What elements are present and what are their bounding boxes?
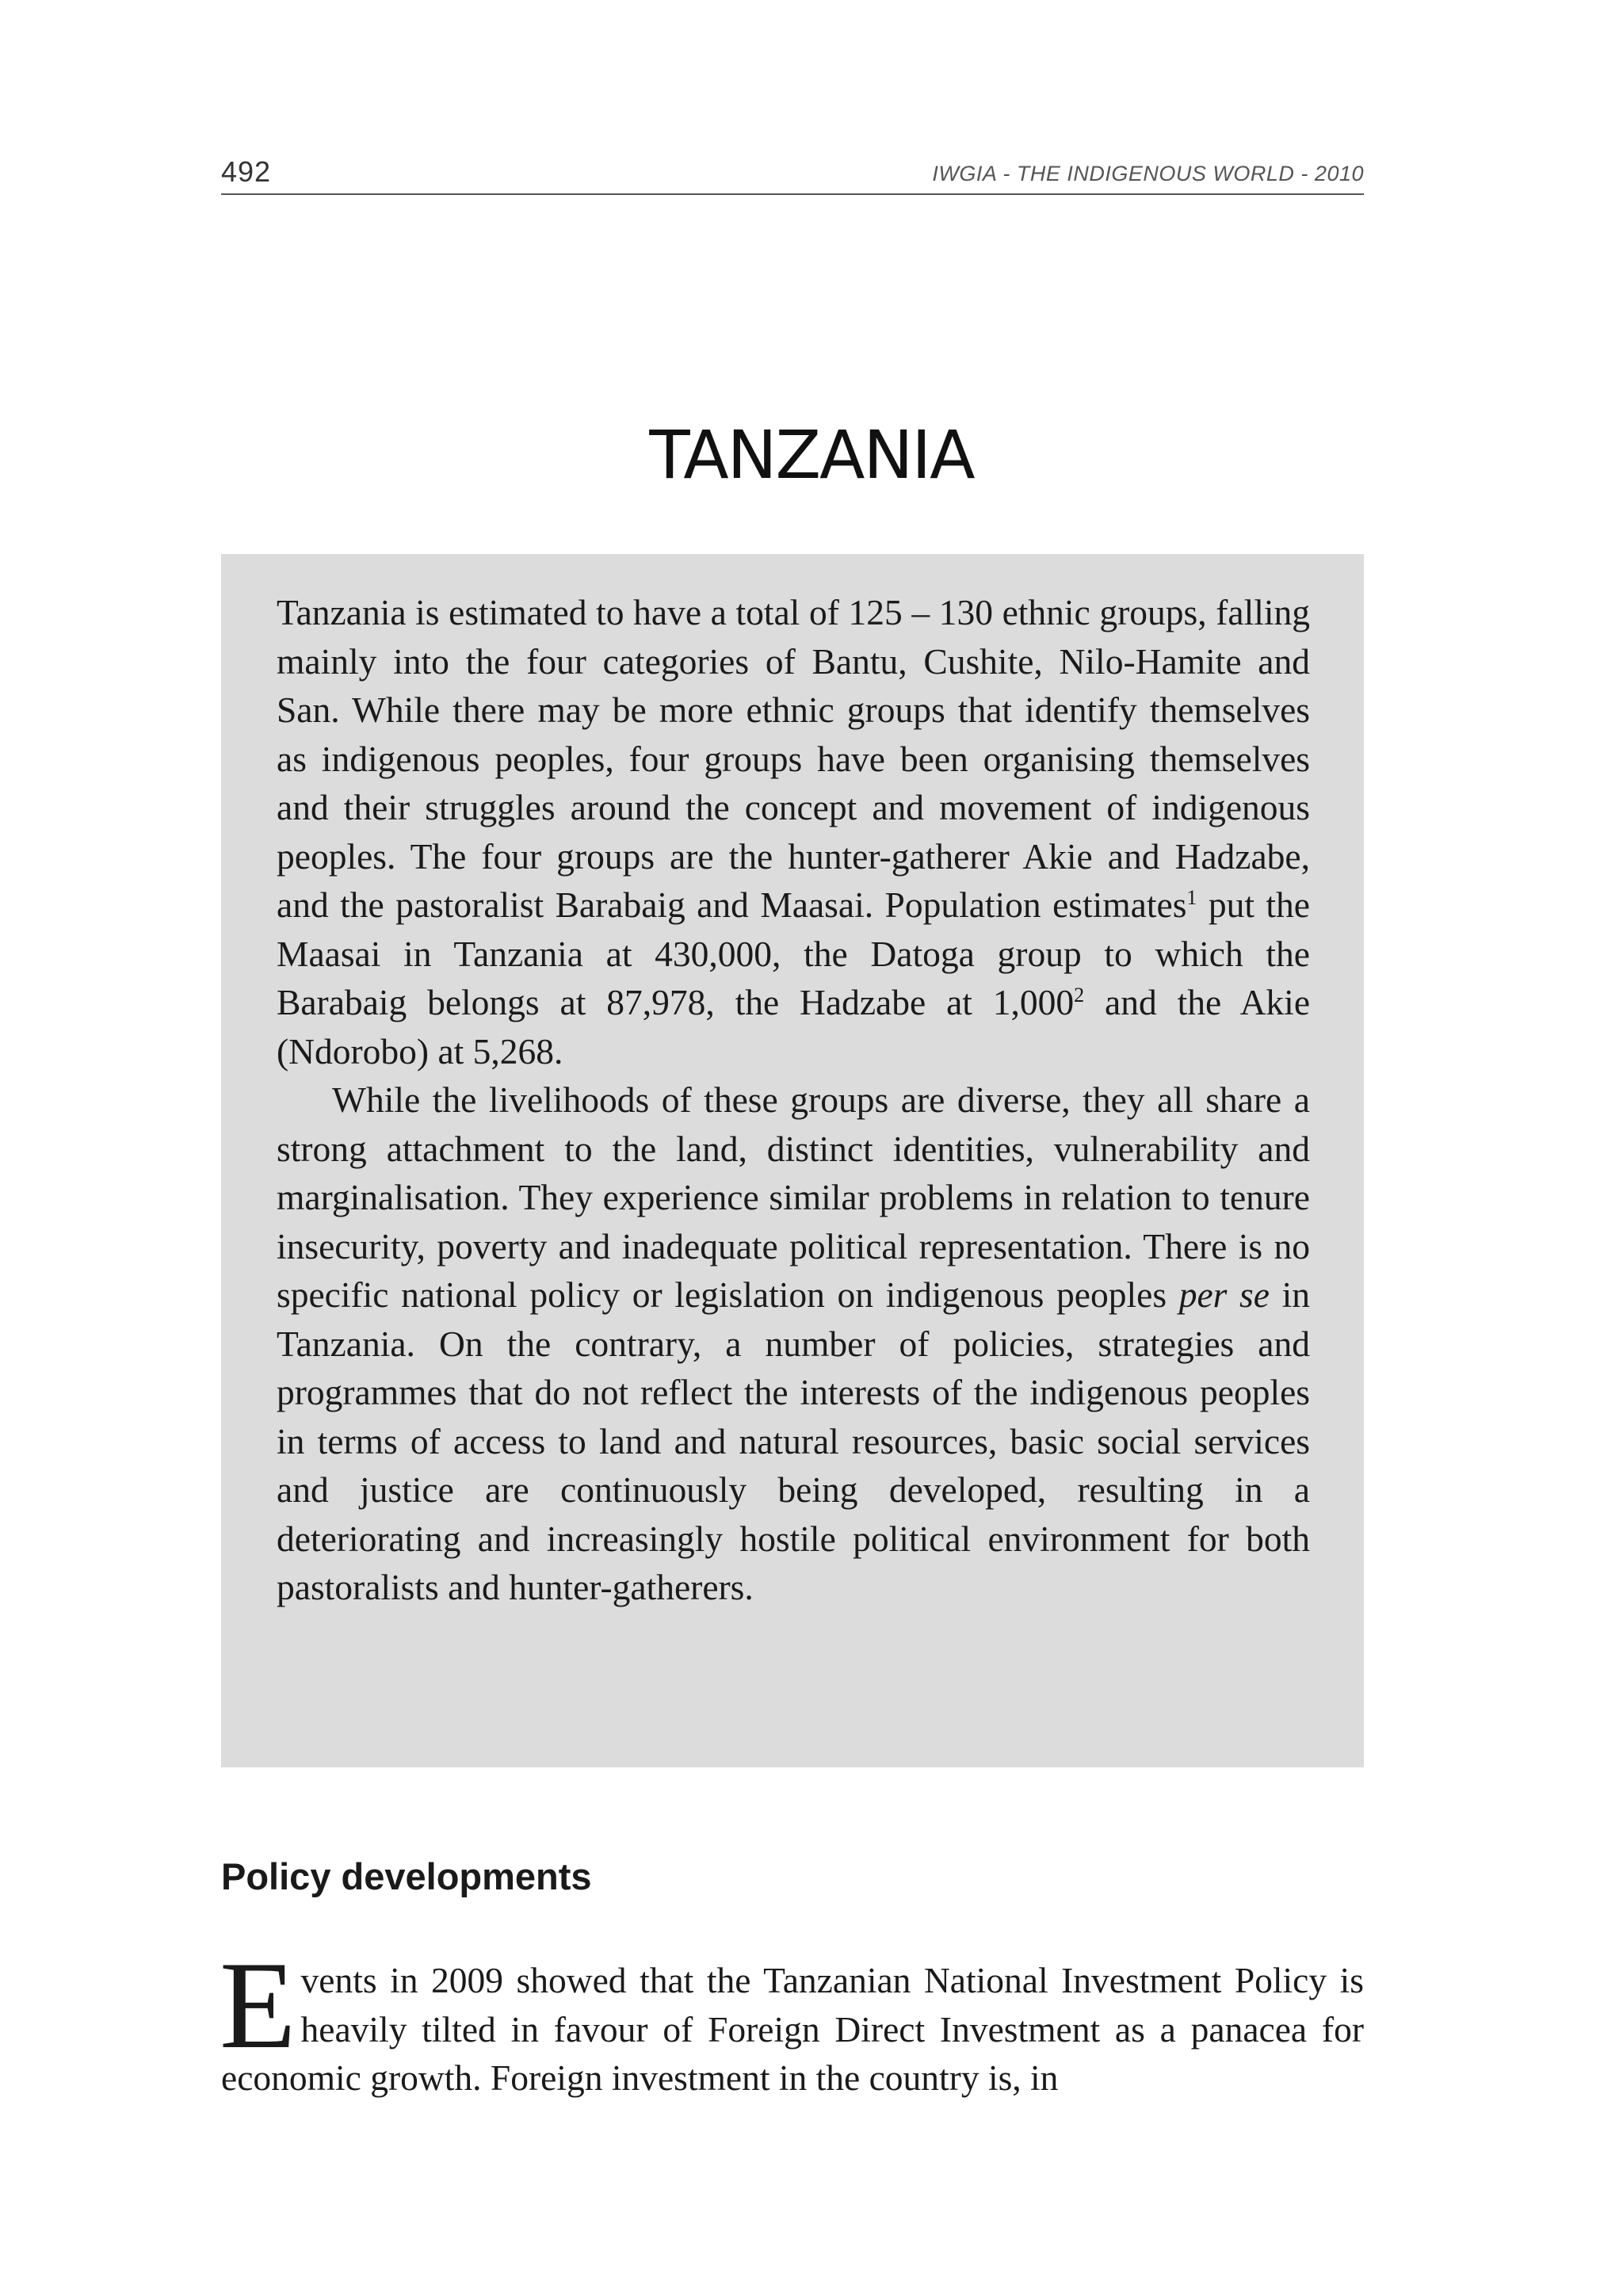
section-heading: Policy developments [221, 1855, 592, 1897]
summary-text: Tanzania is estimated to have a total of 125 – 130 ethnic groups, falling mainly into the four categories of Bantu, Cushite, Nilo-Hamite and San. While there may be more ethnic groups that identify themselves as indigenous peoples, four groups have been organising themselves and their struggles around the concept and movement of indigenous peoples. The four groups are the hunter-gatherer Akie and Hadzabe, and the pastoralist Barabaig and Maasai. Population estimates [277, 592, 1310, 925]
summary-paragraph-2 [277, 1075, 1310, 1612]
body-paragraph-1 [220, 1936, 1364, 2103]
running-header [221, 151, 1364, 195]
body-text [220, 1936, 1364, 2103]
body-text-content: vents in 2009 showed that the Tanzanian National Investment Policy is heavily tilted in favour of Foreign Direct Investment as a panacea for economic growth. Foreign investment in the country is, in [221, 1960, 1364, 2098]
summary-text: in Tanzania. On the contrary, a number of policies, strategies and programmes that do not reflect the interests of the indigenous peoples in terms of access to land and natural resources, basic social services and justice are continuously being developed, resulting in a deteriorating and increasingly hostile political environment for both pastoralists and hunter-gatherers. [277, 1274, 1310, 1607]
chapter-title: TANZANIA [649, 416, 974, 494]
running-title: IWGIA - THE INDIGENOUS WORLD - 2010 [932, 162, 1364, 185]
summary-paragraph-1 [277, 588, 1310, 1075]
summary-text: put the Maasai in Tanzania at 430,000, the Datoga group to which the Barabaig belongs at 87,978, the Hadzabe at 1,000 [277, 884, 1310, 1022]
italic-term: per se [1178, 1274, 1270, 1315]
summary-box [221, 554, 1364, 1767]
summary-text: While the livelihoods of these groups are diverse, they all share a strong attachment to the land, distinct identities, vulnerability and marginalisation. They experience similar problems in relation to tenure insecurity, poverty and inadequate political representation. There is no specific national policy or legislation on indigenous peoples [277, 1079, 1310, 1315]
drop-cap: E [220, 1936, 296, 2075]
summary-text: and the Akie (Ndorobo) at 5,268. [277, 982, 1311, 1072]
page-number: 492 [221, 155, 272, 188]
footnote-ref-2[interactable]: 2 [1074, 984, 1085, 1007]
footnote-ref-1[interactable]: 1 [1186, 886, 1197, 909]
